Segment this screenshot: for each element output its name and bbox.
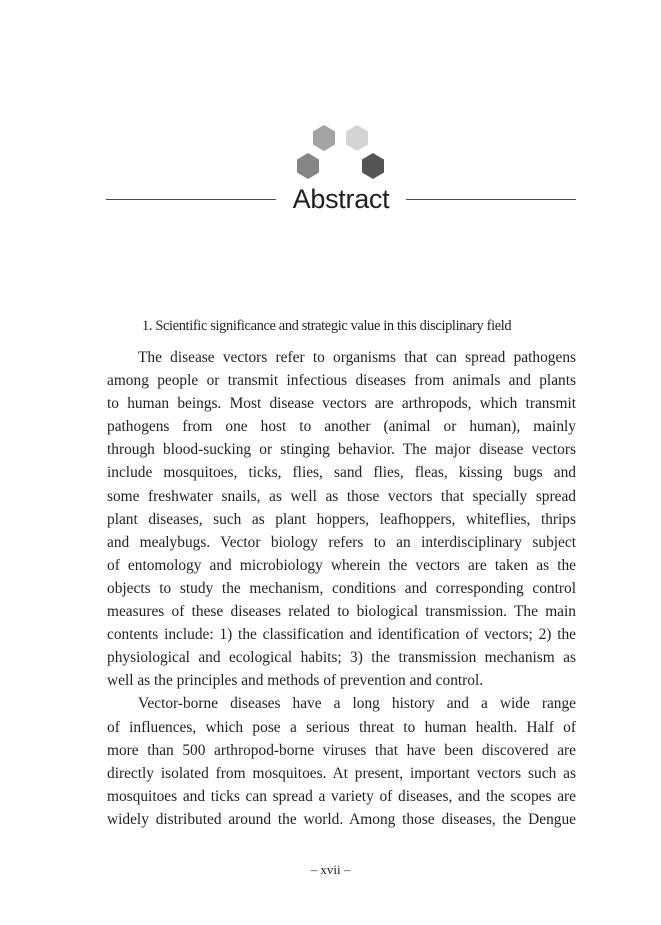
hexagon-bottom-right-icon [362,153,384,179]
hexagon-top-left-icon [313,125,335,151]
paragraph-2 [107,692,576,831]
text-line: pathogens from one host to another (animal or human), mainly [107,418,576,436]
text-line: of influences, which pose a serious threat to human health. Half of [107,718,576,736]
page-title: Abstract [292,184,390,214]
page-number: – xvii – [310,862,351,877]
title-rule-left [106,199,276,200]
abstract-header [106,182,576,216]
hexagon-bottom-left-icon [297,153,319,179]
text-line: and mealybugs. Vector biology refers to an interdisciplinary subject [107,533,576,551]
text-line: mosquitoes and ticks can spread a variety of diseases, and the scopes are [107,787,576,805]
hexagon-cluster-icon [290,120,390,185]
text-line: of entomology and microbiology wherein the vectors are taken as the [107,556,576,574]
title-rule-right [406,199,576,200]
hexagon-top-right-icon [346,125,368,151]
text-line: plant diseases, such as plant hoppers, leafhoppers, whiteflies, thrips [107,510,576,528]
text-line: some freshwater snails, as well as those vectors that specially spread [107,487,576,505]
section-heading: 1. Scientific significance and strategic value in this disciplinary field [142,318,512,334]
text-line: physiological and ecological habits; 3) the transmission mechanism as [107,649,576,667]
text-line: directly isolated from mosquitoes. At present, important vectors such as [107,764,576,782]
text-line: well as the principles and methods of prevention and control. [107,672,484,690]
text-line: among people or transmit infectious diseases from animals and plants [107,372,576,390]
text-line: measures of these diseases related to biological transmission. The main [107,603,576,621]
paragraph-1 [107,346,576,692]
text-line: to human beings. Most disease vectors are arthropods, which transmit [107,395,576,413]
text-line: The disease vectors refer to organisms that can spread pathogens [138,349,576,366]
text-line: include mosquitoes, ticks, flies, sand flies, fleas, kissing bugs and [107,464,576,482]
text-line: objects to study the mechanism, conditions and corresponding control [107,579,576,597]
text-line: Vector-borne diseases have a long history and a wide range [138,695,576,713]
text-line: more than 500 arthropod-borne viruses that have been discovered are [107,741,576,759]
text-line: widely distributed around the world. Among those diseases, the Dengue [107,810,576,828]
text-line: contents include: 1) the classification and identification of vectors; 2) the [107,626,576,644]
body-text [107,346,576,831]
text-line: through blood-sucking or stinging behavior. The major disease vectors [107,441,576,459]
